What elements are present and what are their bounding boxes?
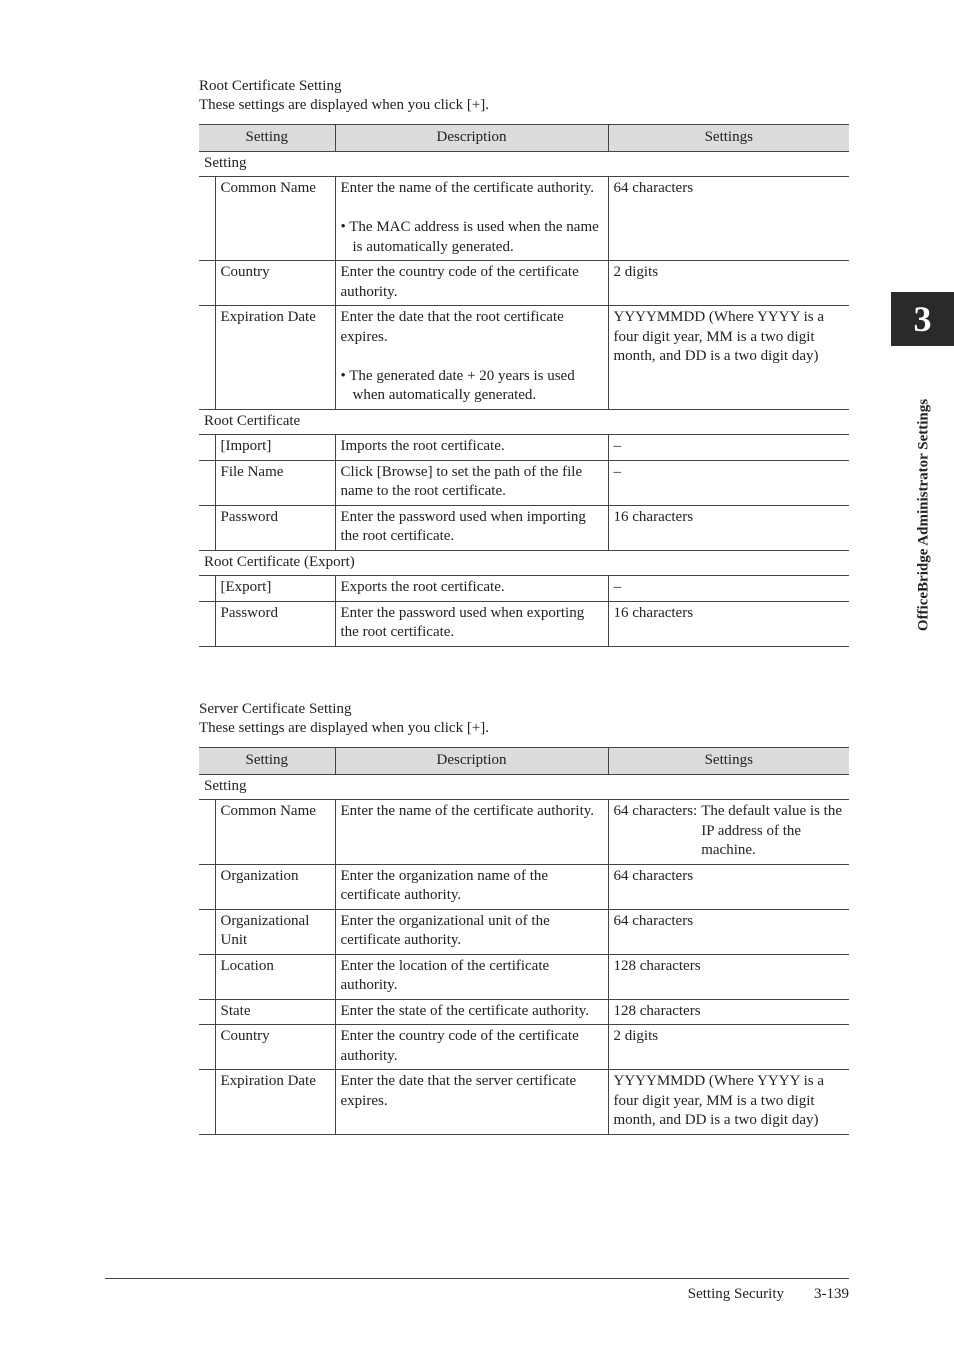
- description-text: Imports the root certificate.: [340, 438, 505, 454]
- section-2-subtitle: These settings are displayed when you click [+].: [199, 720, 490, 736]
- row-indent: [199, 177, 215, 261]
- group-row: [199, 774, 849, 800]
- description-bullet: • The MAC address is used when the name is automatically generated.: [340, 219, 599, 255]
- table-row: [199, 261, 849, 306]
- setting-name: Expiration Date: [215, 306, 335, 410]
- row-indent: [199, 576, 215, 602]
- chapter-tab: [891, 292, 954, 346]
- table-row: [199, 999, 849, 1025]
- description-text: Enter the password used when exporting the root certificate.: [340, 604, 585, 640]
- description-text: Enter the organizational unit of the certificate authority.: [340, 912, 550, 948]
- group-label: Setting: [199, 774, 849, 800]
- footer-page-number: 3-139: [814, 1286, 849, 1302]
- row-indent: [199, 261, 215, 306]
- setting-name: Password: [215, 601, 335, 646]
- setting-value: –: [608, 576, 849, 602]
- setting-value: 16 characters: [608, 505, 849, 550]
- value-definition: [614, 802, 845, 861]
- table-row: [199, 864, 849, 909]
- setting-value: YYYYMMDD (Where YYYY is a four digit year, MM is a two digit month, and DD is a two digit day): [608, 1070, 849, 1135]
- row-indent: [199, 306, 215, 410]
- description-bullet: • The generated date + 20 years is used when automatically generated.: [340, 367, 575, 403]
- value-key: 64 characters:: [613, 803, 698, 819]
- row-indent: [199, 460, 215, 505]
- table-row: [199, 954, 849, 999]
- row-indent: [199, 909, 215, 954]
- footer-section: Setting Security: [687, 1286, 784, 1302]
- table-row: [199, 800, 849, 865]
- setting-description: [335, 177, 608, 261]
- row-indent: [199, 999, 215, 1025]
- setting-name: [Import]: [215, 435, 335, 461]
- setting-description: [335, 435, 608, 461]
- description-text: Click [Browse] to set the path of the file name to the root certificate.: [340, 463, 583, 499]
- table-row: [199, 306, 849, 410]
- setting-description: [335, 1070, 608, 1135]
- table-row: [199, 435, 849, 461]
- setting-value: [608, 800, 849, 865]
- description-text: Enter the location of the certificate authority.: [340, 957, 550, 993]
- setting-value: 64 characters: [608, 177, 849, 261]
- setting-value: 128 characters: [608, 954, 849, 999]
- chapter-side-title: OfficeBridge Administrator Settings: [915, 398, 932, 632]
- page-footer: [688, 1286, 849, 1303]
- group-label: Setting: [199, 151, 849, 177]
- description-text: Enter the organization name of the certificate authority.: [340, 867, 549, 903]
- column-header: Settings: [608, 125, 849, 152]
- row-indent: [199, 601, 215, 646]
- setting-description: [335, 460, 608, 505]
- table-row: [199, 576, 849, 602]
- setting-name: Organization: [215, 864, 335, 909]
- setting-value: 2 digits: [608, 1025, 849, 1070]
- setting-value: –: [608, 460, 849, 505]
- footer-rule: [105, 1278, 849, 1279]
- setting-name: Common Name: [215, 800, 335, 865]
- table-header-row: [199, 748, 849, 775]
- description-text: Enter the name of the certificate authority.: [340, 803, 595, 819]
- setting-description: [335, 576, 608, 602]
- column-header: Description: [335, 748, 608, 775]
- description-text: Enter the date that the root certificate expires.: [340, 309, 564, 345]
- setting-name: Organizational Unit: [215, 909, 335, 954]
- setting-description: [335, 999, 608, 1025]
- row-indent: [199, 435, 215, 461]
- setting-description: [335, 601, 608, 646]
- group-label: Root Certificate (Export): [199, 550, 849, 576]
- description-text: Enter the country code of the certificate authority.: [340, 1028, 579, 1064]
- description-text: Enter the password used when importing the root certificate.: [340, 508, 586, 544]
- group-row: [199, 151, 849, 177]
- setting-description: [335, 1025, 608, 1070]
- group-row: [199, 409, 849, 435]
- setting-description: [335, 800, 608, 865]
- table-row: [199, 909, 849, 954]
- group-label: Root Certificate: [199, 409, 849, 435]
- table-row: [199, 1025, 849, 1070]
- column-header: Settings: [608, 748, 849, 775]
- row-indent: [199, 505, 215, 550]
- table-row: [199, 460, 849, 505]
- table-row: [199, 1070, 849, 1135]
- setting-name: Password: [215, 505, 335, 550]
- description-text: Enter the country code of the certificate authority.: [340, 264, 579, 300]
- value-detail: The default value is the IP address of the machine.: [701, 803, 842, 858]
- setting-name: Country: [215, 261, 335, 306]
- row-indent: [199, 954, 215, 999]
- root-certificate-table: [199, 124, 849, 647]
- setting-description: [335, 306, 608, 410]
- row-indent: [199, 1070, 215, 1135]
- setting-value: 64 characters: [608, 909, 849, 954]
- row-indent: [199, 800, 215, 865]
- setting-name: Country: [215, 1025, 335, 1070]
- setting-name: State: [215, 999, 335, 1025]
- setting-description: [335, 954, 608, 999]
- setting-value: –: [608, 435, 849, 461]
- description-gap: [341, 347, 603, 367]
- section-1-heading: [199, 77, 489, 115]
- section-2-heading: [199, 700, 489, 738]
- setting-name: [Export]: [215, 576, 335, 602]
- section-1-title: Root Certificate Setting: [199, 78, 342, 94]
- section-2-title: Server Certificate Setting: [199, 701, 352, 717]
- table-row: [199, 177, 849, 261]
- column-header: Setting: [199, 748, 335, 775]
- row-indent: [199, 1025, 215, 1070]
- setting-description: [335, 505, 608, 550]
- description-text: Enter the name of the certificate authority.: [340, 180, 595, 196]
- row-indent: [199, 864, 215, 909]
- description-text: Exports the root certificate.: [340, 579, 505, 595]
- setting-name: File Name: [215, 460, 335, 505]
- description-gap: [341, 199, 603, 219]
- setting-name: Location: [215, 954, 335, 999]
- setting-name: Common Name: [215, 177, 335, 261]
- setting-name: Expiration Date: [215, 1070, 335, 1135]
- group-row: [199, 550, 849, 576]
- column-header: Description: [335, 125, 608, 152]
- table-row: [199, 505, 849, 550]
- section-1-subtitle: These settings are displayed when you click [+].: [199, 97, 490, 113]
- setting-description: [335, 864, 608, 909]
- setting-value: 64 characters: [608, 864, 849, 909]
- setting-value: 2 digits: [608, 261, 849, 306]
- setting-value: 16 characters: [608, 601, 849, 646]
- description-text: Enter the state of the certificate authority.: [340, 1002, 590, 1019]
- chapter-number: 3: [913, 299, 932, 339]
- setting-description: [335, 909, 608, 954]
- column-header: Setting: [199, 125, 335, 152]
- description-text: Enter the date that the server certificate expires.: [340, 1073, 577, 1109]
- table-header-row: [199, 125, 849, 152]
- setting-value: 128 characters: [608, 999, 849, 1025]
- setting-description: [335, 261, 608, 306]
- server-certificate-table: [199, 747, 849, 1135]
- setting-value: YYYYMMDD (Where YYYY is a four digit year, MM is a two digit month, and DD is a two digit day): [608, 306, 849, 410]
- table-row: [199, 601, 849, 646]
